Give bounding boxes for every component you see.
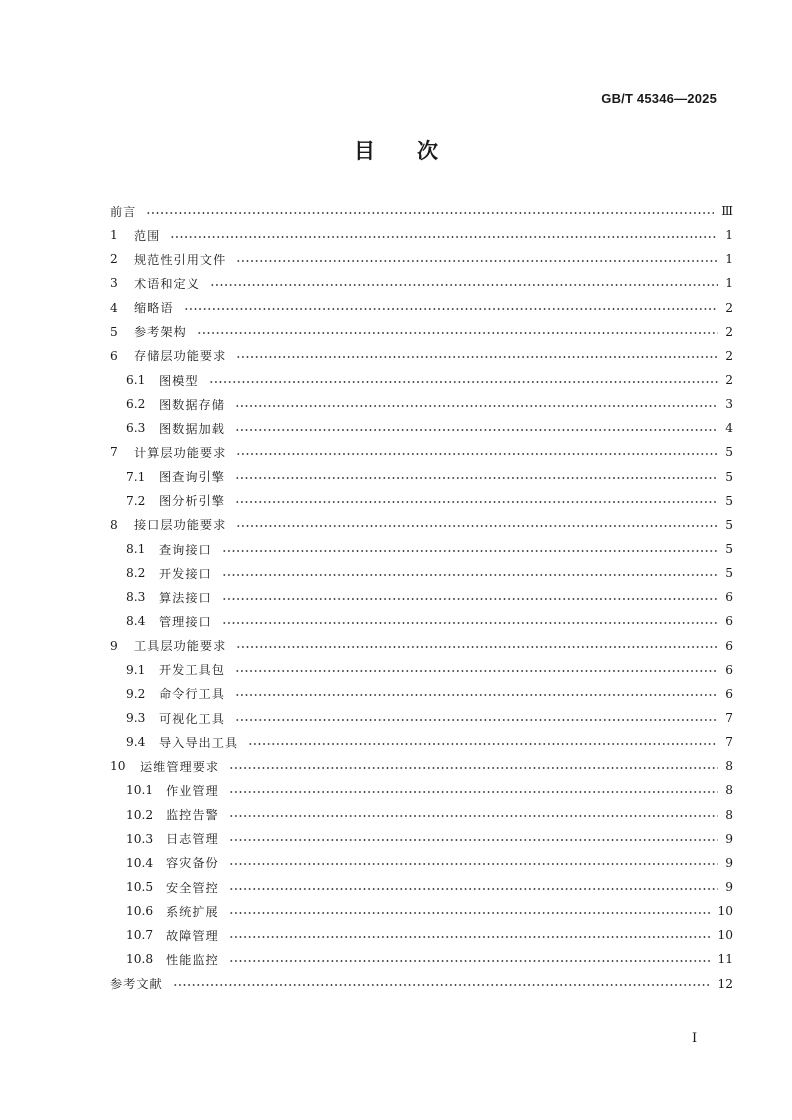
toc-leader-dots (236, 260, 718, 262)
toc-entry-number: 10.6 (126, 904, 154, 919)
toc-entry-page: 12 (717, 976, 733, 991)
toc-entry[interactable] (110, 754, 733, 778)
toc-entry-label: 图模型 (159, 373, 199, 388)
toc-entry[interactable] (110, 923, 733, 947)
toc-entry-page: 2 (725, 348, 733, 363)
toc-entry-page: 8 (725, 759, 733, 774)
toc-entry-number: 10 (110, 759, 126, 774)
toc-entry-page: 10 (717, 928, 733, 943)
toc-entry-number: 6.3 (126, 421, 146, 436)
toc-entry-page: 1 (725, 228, 733, 243)
toc-leader-dots (236, 356, 718, 358)
toc-entry-number: 8.2 (126, 566, 146, 581)
toc-leader-dots (236, 646, 718, 648)
toc-entry[interactable] (110, 585, 733, 609)
toc-entry-page: 7 (725, 735, 733, 750)
toc-entry[interactable] (110, 247, 733, 271)
toc-entry-number: 2 (110, 252, 118, 267)
toc-entry-page: 5 (725, 445, 733, 460)
toc-leader-dots (235, 405, 718, 407)
toc-leader-dots (236, 525, 718, 527)
toc-leader-dots (235, 719, 718, 721)
toc-entry-number: 8 (110, 517, 118, 532)
toc-leader-dots (229, 936, 711, 938)
toc-leader-dots (229, 960, 711, 962)
toc-leader-dots (146, 212, 714, 214)
toc-entry-label: 算法接口 (159, 590, 212, 605)
toc-entry[interactable] (110, 682, 733, 706)
toc-entry-page: 2 (725, 324, 733, 339)
toc-leader-dots (248, 743, 718, 745)
toc-entry[interactable] (110, 223, 733, 247)
toc-leader-dots (236, 453, 718, 455)
toc-entry-label: 性能监控 (166, 952, 219, 967)
toc-leader-dots (170, 236, 718, 238)
toc-entry-page: 6 (725, 614, 733, 629)
toc-leader-dots (229, 815, 718, 817)
toc-entry-page: 5 (725, 469, 733, 484)
toc-entry[interactable] (110, 489, 733, 513)
toc-entry-number: 8.1 (126, 542, 146, 557)
toc-entry[interactable] (110, 827, 733, 851)
toc-entry-number: 9 (110, 638, 118, 653)
toc-entry[interactable] (110, 416, 733, 440)
toc-entry-number: 7.1 (126, 469, 146, 484)
toc-entry-label: 监控告警 (166, 808, 219, 823)
toc-entry-label: 前言 (110, 204, 137, 219)
title-part-1: 目 (354, 139, 375, 163)
toc-entry-label: 术语和定义 (134, 276, 200, 291)
toc-entry-label: 管理接口 (159, 614, 212, 629)
toc-entry-label: 接口层功能要求 (134, 518, 227, 533)
toc-entry-page: 6 (725, 686, 733, 701)
toc-entry-label: 图分析引擎 (159, 494, 225, 509)
toc-entry-number: 10.2 (126, 807, 154, 822)
toc-entry-label: 导入导出工具 (159, 735, 239, 750)
toc-leader-dots (235, 501, 718, 503)
toc-entry-label: 可视化工具 (159, 711, 225, 726)
toc-entry-label: 存储层功能要求 (134, 349, 227, 364)
toc-leader-dots (229, 767, 718, 769)
page-title (0, 135, 792, 165)
toc-entry[interactable] (110, 851, 733, 875)
toc-entry-label: 系统扩展 (166, 904, 219, 919)
toc-entry[interactable] (110, 947, 733, 971)
toc-entry-label: 故障管理 (166, 928, 219, 943)
toc-leader-dots (184, 308, 719, 310)
toc-entry-page: 4 (725, 421, 733, 436)
toc-entry[interactable] (110, 465, 733, 489)
toc-entry-page: 5 (725, 566, 733, 581)
toc-entry[interactable] (110, 368, 733, 392)
toc-entry-label: 图数据存储 (159, 397, 225, 412)
toc-entry-number: 6 (110, 348, 118, 363)
toc-entry-number: 6.1 (126, 373, 146, 388)
toc-leader-dots (210, 284, 718, 286)
title-part-2: 次 (417, 139, 438, 163)
toc-entry-label: 命令行工具 (159, 687, 225, 702)
toc-entry[interactable] (110, 199, 733, 223)
toc-entry-page: 5 (725, 493, 733, 508)
toc-entry-page: 9 (725, 880, 733, 894)
toc-entry[interactable] (110, 296, 733, 320)
toc-entry[interactable] (110, 513, 733, 537)
toc-entry-label: 运维管理要求 (140, 759, 220, 774)
toc-leader-dots (229, 839, 718, 841)
toc-leader-dots (222, 550, 718, 552)
toc-entry-page: 3 (725, 397, 733, 412)
toc-leader-dots (222, 622, 718, 624)
toc-entry-label: 缩略语 (134, 301, 174, 316)
toc-entry[interactable] (110, 803, 733, 827)
toc-entry-number: 4 (110, 300, 118, 315)
toc-entry-number: 10.8 (126, 952, 154, 967)
toc-leader-dots (235, 694, 718, 696)
toc-entry-label: 计算层功能要求 (134, 445, 227, 460)
standard-code: GB/T 45346—2025 (601, 91, 717, 106)
toc-entry-label: 参考架构 (134, 325, 187, 340)
toc-entry-label: 容灾备份 (166, 856, 219, 871)
toc-entry-page: 7 (725, 711, 733, 726)
toc-entry-number: 8.4 (126, 614, 146, 629)
toc-leader-dots (229, 888, 718, 890)
toc-entry-page: 11 (717, 952, 733, 967)
toc-entry-label: 日志管理 (166, 832, 219, 847)
toc-entry[interactable] (110, 634, 733, 658)
toc-entry-label: 查询接口 (159, 542, 212, 557)
toc-entry[interactable] (110, 440, 733, 464)
toc-leader-dots (197, 332, 718, 334)
toc-entry-number: 9.4 (126, 735, 146, 750)
toc-entry-page: 6 (725, 590, 733, 605)
toc-entry-page: 5 (725, 542, 733, 557)
toc-leader-dots (235, 670, 718, 672)
toc-leader-dots (229, 791, 718, 793)
toc-leader-dots (209, 381, 719, 383)
toc-entry-number: 10.1 (126, 783, 154, 798)
toc-entry[interactable] (110, 561, 733, 585)
toc-entry-number: 8.3 (126, 590, 146, 605)
toc-entry-page: 1 (725, 252, 733, 267)
toc-leader-dots (235, 477, 718, 479)
toc-entry[interactable] (110, 730, 733, 754)
toc-entry-page: 2 (725, 373, 733, 388)
toc-entry[interactable] (110, 537, 733, 561)
toc-entry-number: 10.5 (126, 880, 154, 894)
toc-entry-page: 9 (725, 855, 733, 870)
toc-entry[interactable] (110, 344, 733, 368)
toc-leader-dots (229, 912, 711, 914)
toc-entry-label: 参考文献 (110, 977, 163, 992)
table-of-contents (110, 199, 733, 996)
toc-leader-dots (222, 574, 718, 576)
toc-leader-dots (235, 429, 718, 431)
toc-leader-dots (173, 984, 711, 986)
toc-entry-number: 9.3 (126, 711, 146, 726)
toc-entry-page: Ⅲ (721, 204, 733, 219)
toc-entry-number: 3 (110, 276, 118, 291)
toc-entry[interactable] (110, 609, 733, 633)
toc-entry[interactable] (110, 778, 733, 802)
toc-entry-label: 作业管理 (166, 783, 219, 798)
toc-entry-page: 8 (725, 783, 733, 798)
toc-entry-label: 图数据加载 (159, 421, 225, 436)
toc-entry-label: 规范性引用文件 (134, 252, 227, 267)
toc-entry-page: 8 (725, 807, 733, 822)
toc-entry-number: 7 (110, 445, 118, 460)
toc-entry[interactable] (110, 392, 733, 416)
toc-entry[interactable] (110, 972, 733, 996)
toc-entry-number: 10.4 (126, 855, 154, 870)
toc-entry-page: 2 (725, 300, 733, 315)
toc-entry[interactable] (110, 320, 733, 344)
toc-entry[interactable] (110, 658, 733, 682)
page-number: I (692, 1031, 698, 1046)
toc-entry-page: 5 (725, 517, 733, 532)
toc-entry-number: 5 (110, 324, 118, 339)
toc-entry-number: 9.1 (126, 662, 146, 677)
toc-leader-dots (229, 863, 718, 865)
toc-entry-page: 6 (725, 662, 733, 677)
toc-entry-label: 开发工具包 (159, 663, 225, 678)
toc-entry-number: 10.3 (126, 831, 154, 846)
toc-entry-number: 6.2 (126, 397, 146, 412)
toc-entry[interactable] (110, 271, 733, 295)
toc-entry-label: 工具层功能要求 (134, 639, 227, 654)
toc-entry-number: 10.7 (126, 928, 154, 943)
toc-entry-label: 图查询引擎 (159, 470, 225, 485)
toc-leader-dots (222, 598, 718, 600)
toc-entry-page: 6 (725, 638, 733, 653)
toc-entry-page: 1 (725, 276, 733, 291)
toc-entry[interactable] (110, 875, 733, 899)
toc-entry-number: 7.2 (126, 493, 146, 508)
toc-entry-label: 安全管控 (166, 880, 219, 895)
toc-entry-label: 开发接口 (159, 566, 212, 581)
toc-entry-page: 9 (725, 831, 733, 846)
toc-entry-number: 1 (110, 228, 118, 243)
toc-entry-page: 10 (717, 904, 733, 919)
toc-entry-label: 范围 (134, 228, 161, 243)
toc-entry[interactable] (110, 706, 733, 730)
toc-entry[interactable] (110, 899, 733, 923)
toc-entry-number: 9.2 (126, 686, 146, 701)
